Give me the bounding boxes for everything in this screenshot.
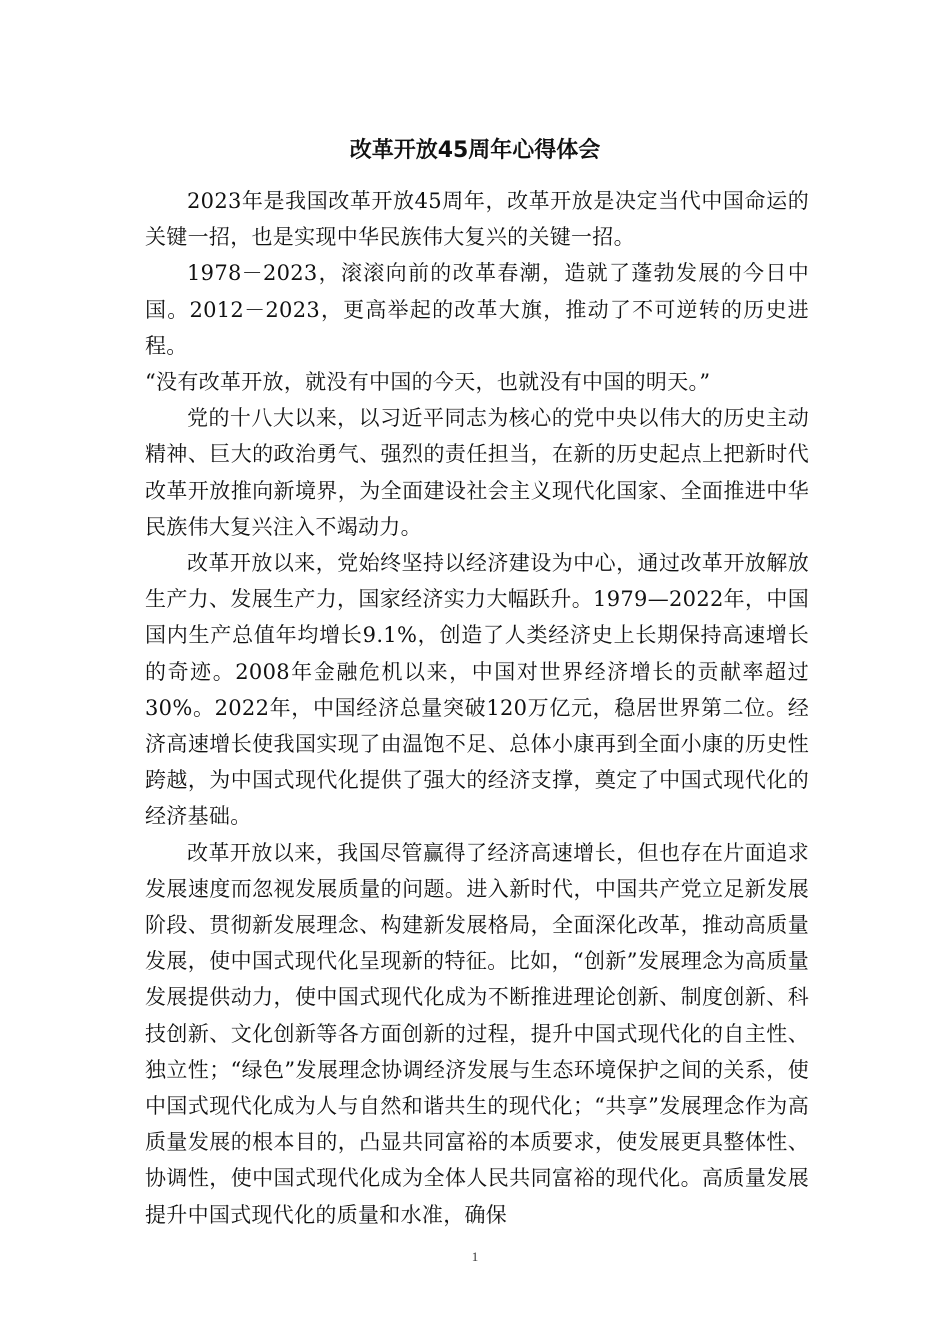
paragraph-high-quality-development: 改革开放以来，我国尽管赢得了经济高速增长，但也存在片面追求发展速度而忽视发展质量的问题。进入新时代，中国共产党立足新发展阶段、贯彻新发展理念、构建新发展格局，全面深化改革，推动高质量发展，使中国式现代化呈现新的特征。比如，“创新”发展理念为高质量发展提供动力，使中国式现代化成为不断推进理论创新、制度创新、科技创新、文化创新等各方面创新的过程，提升中国式现代化的自主性、独立性；“绿色”发展理念协调经济发展与生态环境保护之间的关系，使中国式现代化成为人与自然和谐共生的现代化；“共享”发展理念作为高质量发展的根本目的，凸显共同富裕的本质要求，使发展更具整体性、协调性，使中国式现代化成为全体人民共同富裕的现代化。高质量发展提升中国式现代化的质量和水准，确保 [145, 840, 809, 1227]
paragraph-intro: 2023年是我国改革开放45周年，改革开放是决定当代中国命运的关键一招，也是实现中华民族伟大复兴的关键一招。 [145, 189, 809, 250]
document-body [145, 183, 809, 1233]
document-title: 改革开放45周年心得体会 [349, 138, 601, 163]
paragraph-eighteenth-congress: 党的十八大以来，以习近平同志为核心的党中央以伟大的历史主动精神、巨大的政治勇气、强烈的责任担当，在新的历史起点上把新时代改革开放推向新境界，为全面建设社会主义现代化国家、全面推进中华民族伟大复兴注入不竭动力。 [145, 406, 809, 539]
paragraph-timeline: 1978－2023，滚滚向前的改革春潮，造就了蓬勃发展的今日中国。2012－2023，更高举起的改革大旗，推动了不可逆转的历史进程。 [145, 261, 809, 358]
paragraph-quote: “没有改革开放，就没有中国的今天，也就没有中国的明天。” [145, 370, 711, 395]
page-number: 1 [471, 1249, 479, 1264]
paragraph-economic-growth: 改革开放以来，党始终坚持以经济建设为中心，通过改革开放解放生产力、发展生产力，国家经济实力大幅跃升。1979—2022年，中国国内生产总值年均增长9.1%，创造了人类经济史上长期保持高速增长的奇迹。2008年金融危机以来，中国对世界经济增长的贡献率超过30%。2022年，中国经济总量突破120万亿元，稳居世界第二位。经济高速增长使我国实现了由温饱不足、总体小康再到全面小康的历史性跨越，为中国式现代化提供了强大的经济支撑，奠定了中国式现代化的经济基础。 [145, 551, 809, 829]
